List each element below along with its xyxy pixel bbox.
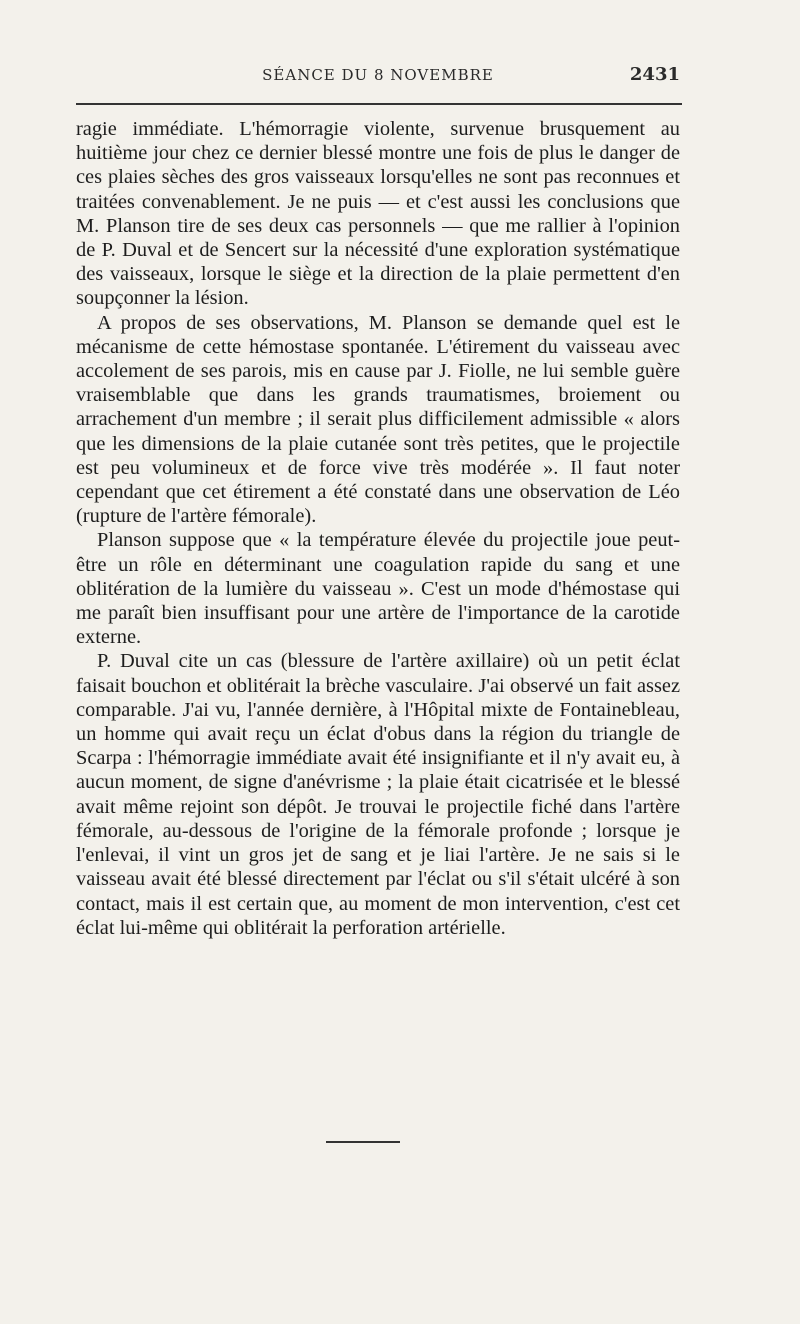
- page-number: 2431: [629, 64, 680, 85]
- section-end-rule: [326, 1141, 400, 1143]
- paragraph: P. Duval cite un cas (blessure de l'artère axillaire) où un petit éclat faisait bouchon et oblitérait la brèche vasculaire. J'ai observé un fait assez comparable. J'ai vu, l'année dernière, à l'Hôpital mixte de Fontainebleau, un homme qui avait reçu un éclat d'obus dans la région du triangle de Scarpa : l'hémorragie immédiate avait été insignifiante et il n'y avait eu, à aucun moment, de signe d'anévrisme ; la plaie était cicatrisée et le blessé avait même rejoint son dépôt. Je trouvai le projectile fiché dans l'artère fémorale, au-dessous de l'origine de la fémorale profonde ; lorsque je l'enlevai, il vint un gros jet de sang et je liai l'artère. Je ne sais si le vaisseau avait été blessé directement par l'éclat ou s'il s'était ulcéré à son contact, mais il est certain que, au moment de mon intervention, c'est cet éclat lui-même qui oblitérait la perforation artérielle.: [76, 650, 680, 939]
- paragraph: ragie immédiate. L'hémorragie violente, survenue brusquement au huitième jour chez ce dernier blessé montre une fois de plus le danger de ces plaies sèches des gros vaisseaux lorsqu'elles ne sont pas reconnues et traitées convenablement. Je ne puis — et c'est aussi les conclusions que M. Planson tire de ses deux cas personnels — que me rallier à l'opinion de P. Duval et de Sencert sur la nécessité d'une exploration systématique des vaisseaux, lorsque le siège et la direction de la plaie permettent d'en soupçonner la lésion.: [76, 118, 680, 310]
- paragraph: Planson suppose que « la température élevée du projectile joue peut-être un rôle en déterminant une coagulation rapide du sang et une oblitération de la lumière du vaisseau ». C'est un mode d'hémostase qui me paraît bien insuffisant pour une artère de l'importance de la carotide externe.: [76, 529, 680, 649]
- body-text: [76, 117, 680, 940]
- running-title: SÉANCE DU 8 NOVEMBRE: [262, 66, 494, 84]
- page-header: [76, 64, 680, 94]
- paragraph: A propos de ses observations, M. Planson se demande quel est le mécanisme de cette hémostase spontanée. L'étirement du vaisseau avec accolement de ses parois, mis en cause par J. Fiolle, ne lui semble guère vraisemblable que dans les grands traumatismes, broiement ou arrachement d'un membre ; il serait plus difficilement admissible « alors que les dimensions de la plaie cutanée sont très petites, que le projectile est peu volumineux et de force vive très modérée ». Il faut noter cependant que cet étirement a été constaté dans une observation de Léo (rupture de l'artère fémorale).: [76, 311, 680, 528]
- header-rule: [76, 103, 682, 105]
